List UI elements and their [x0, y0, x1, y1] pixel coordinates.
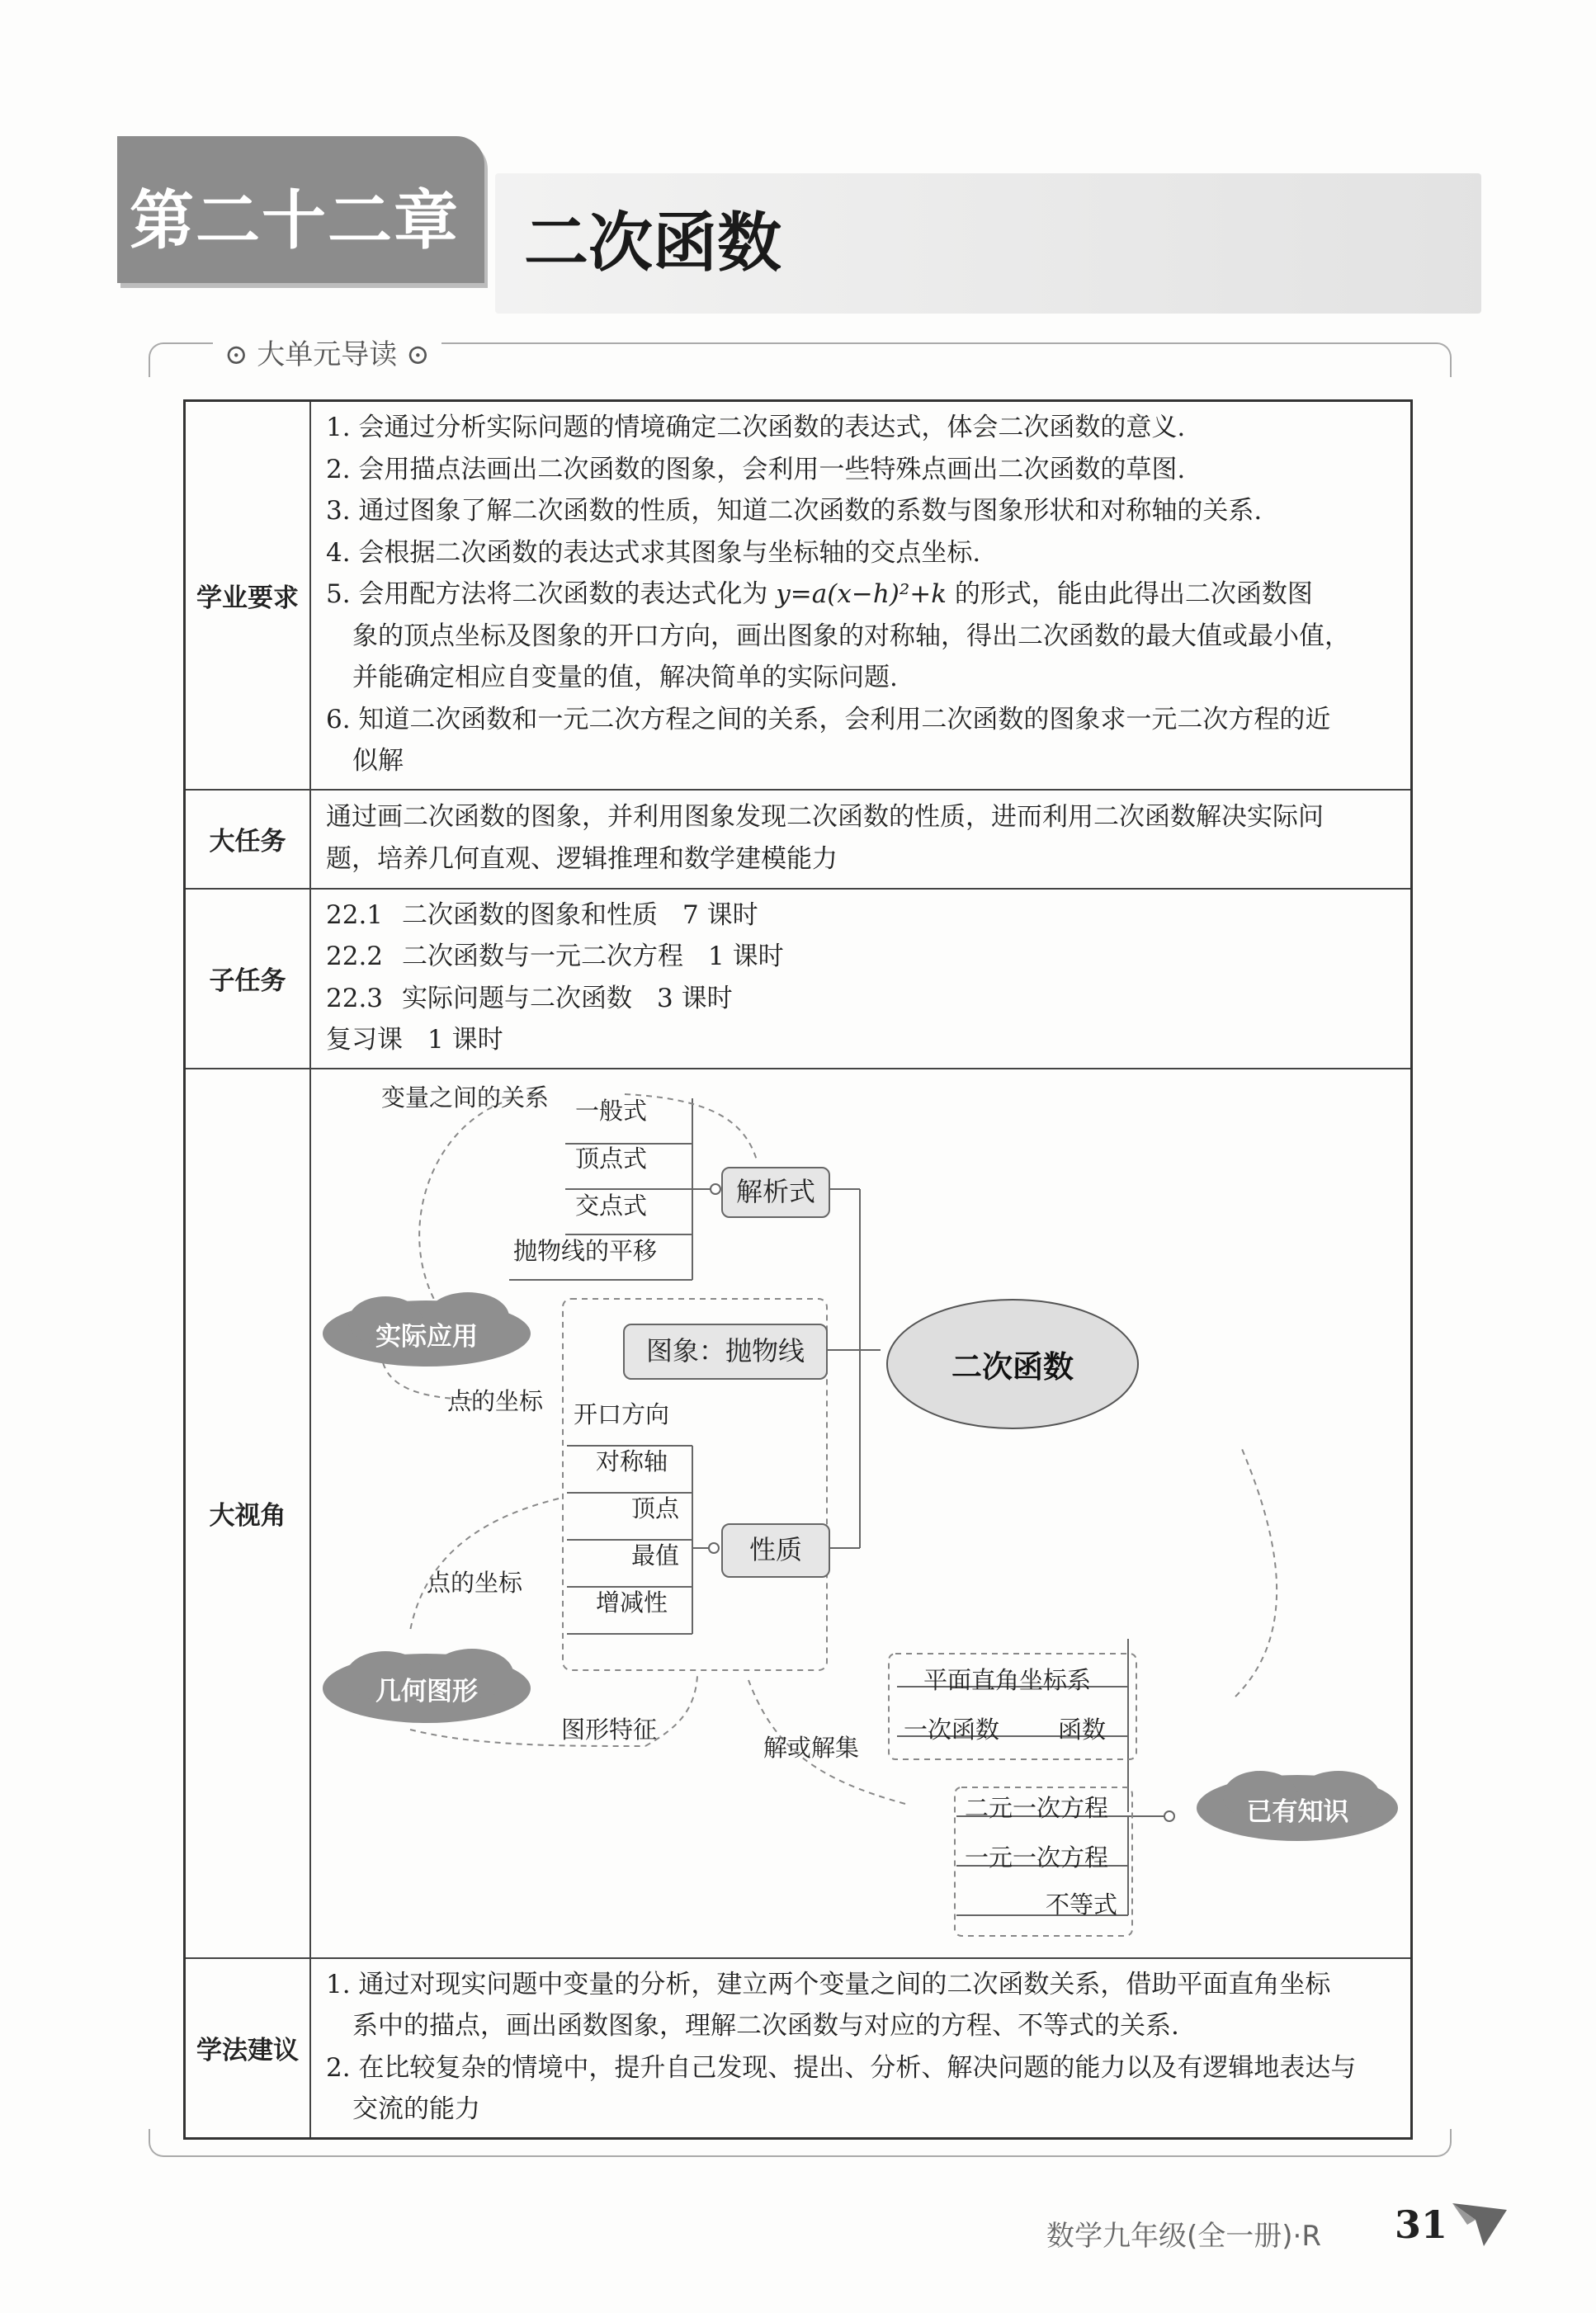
requirement-item-6: 6. 知道二次函数和一元二次方程之间的关系，会利用二次函数的图象求一元二次方程的近	[326, 704, 1331, 734]
requirement-item: 1. 会通过分析实际问题的情境确定二次函数的表达式，体会二次函数的意义.	[326, 413, 1186, 442]
analytic-item: 一般式	[575, 1096, 648, 1125]
subtask-item: 22.3 实际问题与二次函数 3 课时	[326, 983, 733, 1013]
label-subtasks: 子任务	[185, 889, 311, 1069]
link-variables: 变量之间的关系	[381, 1083, 550, 1112]
requirement-item-5-cont: 并能确定相应自变量的值，解决简单的实际问题.	[352, 663, 898, 692]
chapter-label: 第二十二章	[129, 184, 460, 258]
property-item: 开口方向	[574, 1400, 670, 1428]
chapter-title: 二次函数	[524, 206, 782, 281]
link-shape-features: 图形特征	[561, 1715, 658, 1744]
row-subtasks	[185, 889, 1412, 1069]
known-item: 不等式	[1046, 1890, 1118, 1919]
row-study-advice	[185, 1958, 1412, 2139]
known-item: 二元一次方程	[965, 1793, 1109, 1822]
cloud-prior-knowledge: 已有知识	[1246, 1796, 1349, 1827]
link-point-coordinates: 点的坐标	[427, 1568, 523, 1597]
property-item: 对称轴	[596, 1447, 668, 1475]
subtask-review: 复习课 1 课时	[326, 1025, 503, 1055]
unit-overview-table	[183, 399, 1413, 2140]
requirement-item: 3. 通过图象了解二次函数的性质，知道二次函数的系数与图象形状和对称轴的关系.	[326, 496, 1263, 526]
property-box: 性质	[721, 1523, 830, 1578]
requirement-item-5-cont: 象的顶点坐标及图象的开口方向，画出图象的对称轴，得出二次函数的最大值或最小值，	[352, 621, 1350, 651]
analytic-item: 交点式	[575, 1191, 648, 1220]
page-number: 31	[1395, 2202, 1448, 2247]
label-learning-requirements: 学业要求	[185, 401, 311, 790]
analytic-item: 顶点式	[575, 1144, 648, 1173]
requirement-item: 4. 会根据二次函数的表达式求其图象与坐标轴的交点坐标.	[326, 537, 981, 568]
content-study-advice: 1. 通过对现实问题中变量的分析，建立两个变量之间的二次函数关系，借助平面直角坐标 系中的描点，画出函数图象，理解二次函数与对应的方程、不等式的关系. 2. 在比较复杂的情境中，提升自己发现、提出、分析、解决问题的能力以及有逻辑地表达与 交流的能力	[310, 1958, 1412, 2139]
analytic-box: 解析式	[721, 1167, 830, 1218]
content-main-task: 通过画二次函数的图象，并利用图象发现二次函数的性质，进而利用二次函数解决实际问 题，培养几何直观、逻辑推理和数学建模能力	[310, 790, 1412, 889]
analytic-item: 抛物线的平移	[513, 1236, 658, 1265]
content-learning-requirements	[310, 401, 1412, 790]
known-item: 一元一次方程	[965, 1843, 1109, 1872]
requirement-item-6-cont: 似解	[352, 746, 404, 776]
property-item: 最值	[631, 1541, 680, 1570]
property-item: 增减性	[596, 1588, 668, 1617]
label-study-advice: 学法建议	[185, 1958, 311, 2139]
graph-box: 图象：抛物线	[623, 1324, 828, 1380]
requirement-item: 2. 会用描点法画出二次函数的图象，会利用一些特殊点画出二次函数的草图.	[326, 454, 1186, 484]
subtask-item: 22.1 二次函数的图象和性质 7 课时	[326, 899, 758, 930]
vertex-form-formula: y=a(x−h)²+k	[776, 579, 947, 609]
guide-label: ⊙ 大单元导读 ⊙	[213, 332, 441, 372]
requirement-item-5: 5. 会用配方法将二次函数的表达式化为 y=a(x−h)²+k 的形式，能由此得出二次函数图	[326, 579, 1313, 609]
label-big-view: 大视角	[185, 1069, 311, 1958]
cloud-geometry: 几何图形	[375, 1676, 478, 1706]
row-big-view	[185, 1069, 1412, 1958]
subtask-item: 22.2 二次函数与一元二次方程 1 课时	[326, 942, 784, 971]
mind-map	[311, 1069, 1410, 1957]
known-item: 函数	[1058, 1715, 1107, 1744]
link-solve: 解或解集	[763, 1733, 860, 1762]
property-item: 顶点	[631, 1494, 680, 1522]
row-learning-requirements	[185, 401, 1412, 790]
label-main-task: 大任务	[185, 790, 311, 889]
footer-book-title: 数学九年级(全一册)·R	[1046, 2220, 1321, 2253]
known-item: 平面直角坐标系	[923, 1665, 1092, 1694]
link-point-coordinates: 点的坐标	[447, 1386, 544, 1415]
row-main-task	[185, 790, 1412, 889]
known-item: 一次函数	[904, 1715, 1000, 1744]
content-big-view	[310, 1069, 1412, 1958]
page-corner-icon	[1451, 2195, 1509, 2248]
guide-frame-bottom	[149, 2129, 1452, 2157]
cloud-practical-application: 实际应用	[375, 1321, 478, 1352]
center-quadratic-function: 二次函数	[951, 1348, 1074, 1385]
content-subtasks	[310, 889, 1412, 1069]
